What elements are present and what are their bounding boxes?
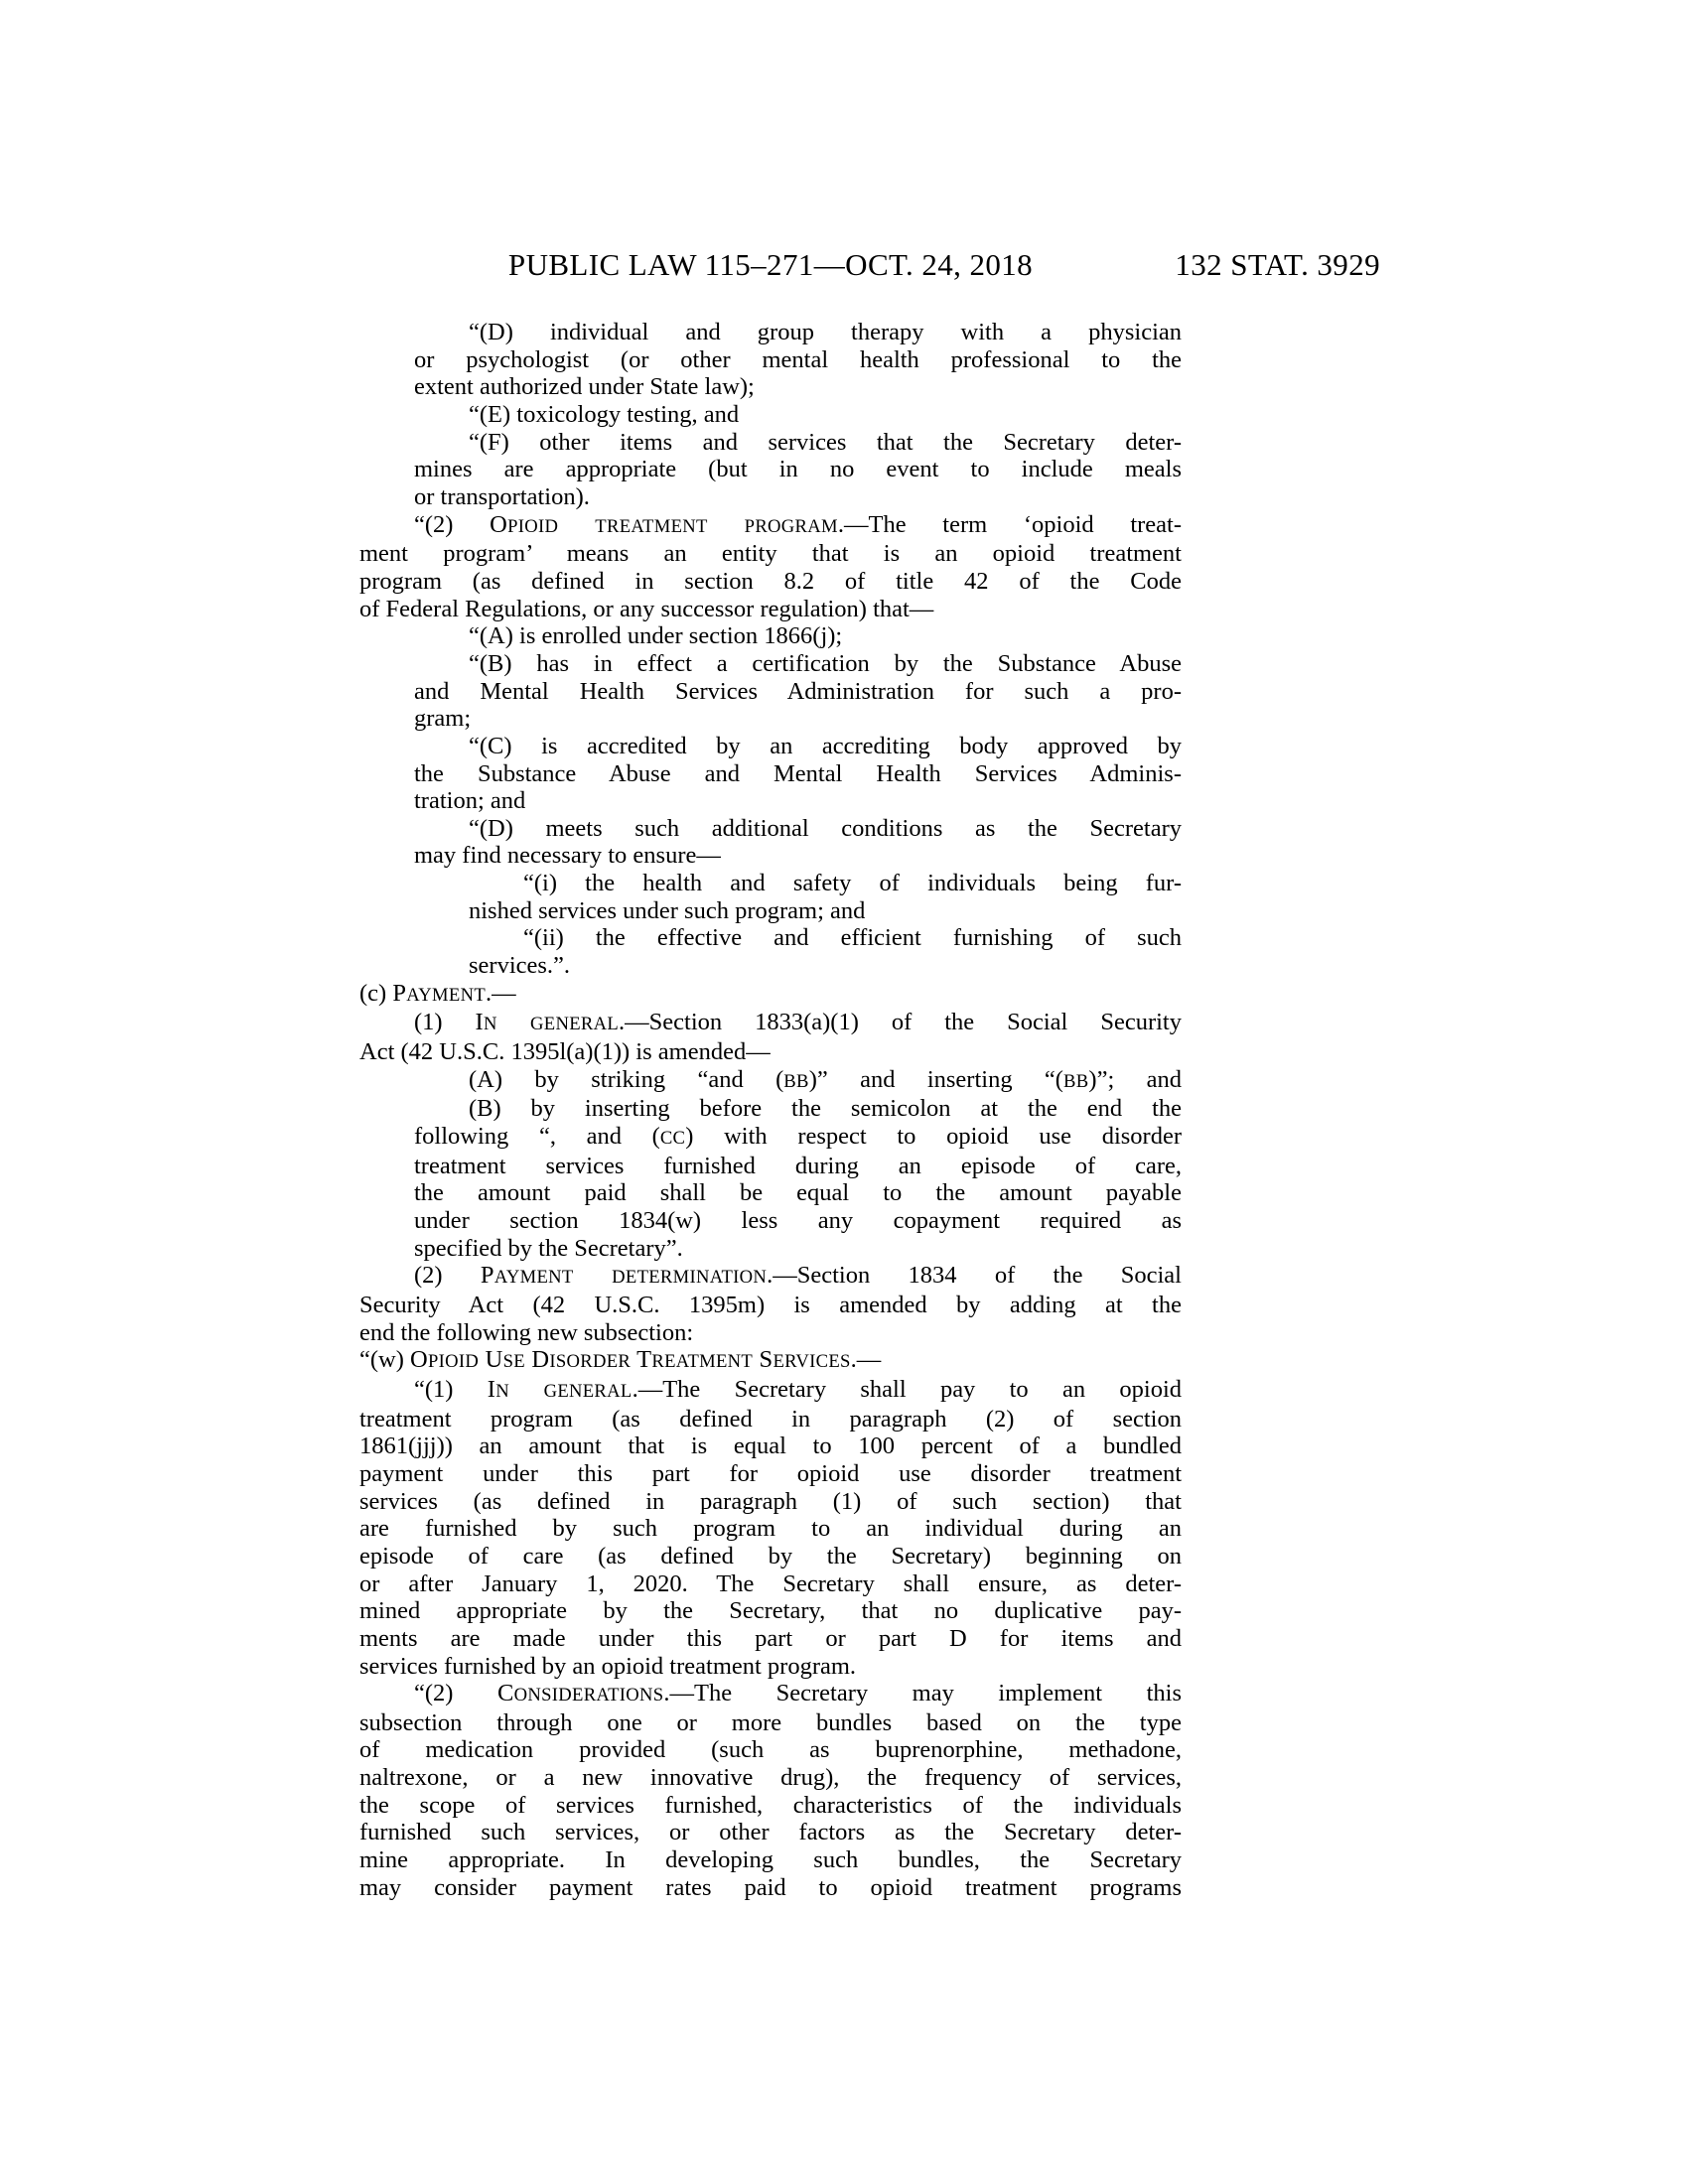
body-line: (A) by striking “and (BB)” and inserting “(BB)”; and (469, 1065, 1182, 1093)
small-caps-text: OPIOID USE DISORDER TREATMENT SERVICES (410, 1346, 851, 1374)
small-caps-text: BB (1062, 1070, 1089, 1092)
body-line: services.”. (469, 952, 571, 980)
body-line: services furnished by an opioid treatment program. (359, 1652, 857, 1680)
small-caps-text: PAYMENT DETERMINATION (480, 1262, 768, 1290)
body-line: “(F) other items and services that the Secretary deter- (469, 428, 1182, 456)
body-line: payment under this part for opioid use disorder treatment (359, 1459, 1182, 1487)
page-header (359, 247, 1380, 285)
body-line: episode of care (as defined by the Secretary) beginning on (359, 1542, 1182, 1570)
body-line: the Substance Abuse and Mental Health Services Adminis- (414, 759, 1182, 787)
small-caps-text: PAYMENT (392, 979, 486, 1007)
body-line: mines are appropriate (but in no event to include meals (414, 456, 1182, 483)
body-line: mine appropriate. In developing such bundles, the Secretary (359, 1846, 1182, 1874)
body-line: “(E) toxicology testing, and (469, 400, 740, 428)
small-caps-text: IN GENERAL (475, 1009, 620, 1036)
body-line: “(2) CONSIDERATIONS.—The Secretary may implement this (414, 1680, 1182, 1707)
body-line: 1861(jjj)) an amount that is equal to 100 percent of a bundled (359, 1433, 1182, 1460)
body-line: or after January 1, 2020. The Secretary shall ensure, as deter- (359, 1570, 1182, 1597)
body-line: (B) by inserting before the semicolon at the end the (469, 1095, 1182, 1123)
body-line: the amount paid shall be equal to the amount payable (414, 1179, 1182, 1207)
body-line: under section 1834(w) less any copayment required as (414, 1207, 1182, 1234)
body-line: (2) PAYMENT DETERMINATION.—Section 1834 of the Social (414, 1262, 1182, 1290)
small-caps-text: CONSIDERATIONS (496, 1680, 664, 1707)
body-line: specified by the Secretary”. (414, 1234, 683, 1262)
body-line: “(C) is accredited by an accrediting body approved by (469, 732, 1182, 759)
body-line: treatment services furnished during an episode of care, (414, 1152, 1182, 1179)
body-line: and Mental Health Services Administration for such a pro- (414, 677, 1182, 705)
body-line: “(w) OPIOID USE DISORDER TREATMENT SERVICES.— (359, 1346, 882, 1374)
body-line: gram; (414, 705, 472, 733)
body-line: Security Act (42 U.S.C. 1395m) is amended by adding at the (359, 1291, 1182, 1318)
body-line: or transportation). (414, 482, 590, 510)
body-line: “(D) individual and group therapy with a physician (469, 319, 1182, 345)
body-line: program (as defined in section 8.2 of title 42 of the Code (359, 567, 1182, 595)
small-caps-text: CC (659, 1128, 686, 1150)
body-line: of Federal Regulations, or any successor regulation) that— (359, 595, 934, 622)
body-line: “(i) the health and safety of individuals being fur- (523, 870, 1182, 897)
body-line: (c) PAYMENT.— (359, 979, 516, 1007)
body-line: services (as defined in paragraph (1) of such section) that (359, 1487, 1182, 1515)
body-line: treatment program (as defined in paragraph (2) of section (359, 1405, 1182, 1433)
law-title: PUBLIC LAW 115–271—OCT. 24, 2018 (507, 247, 1034, 282)
body-line: “(2) OPIOID TREATMENT PROGRAM.—The term ‘opioid treat- (414, 510, 1182, 538)
body-line: Act (42 U.S.C. 1395l(a)(1)) is amended— (359, 1038, 771, 1066)
body-line: “(ii) the effective and efficient furnishing of such (523, 924, 1182, 952)
body-line: subsection through one or more bundles based on the type (359, 1708, 1182, 1736)
body-line: “(A) is enrolled under section 1866(j); (469, 622, 843, 650)
body-line: naltrexone, or a new innovative drug), the frequency of services, (359, 1764, 1182, 1792)
body-line: ment program’ means an entity that is an opioid treatment (359, 540, 1182, 568)
body-line: end the following new subsection: (359, 1318, 694, 1346)
body-line: may find necessary to ensure— (414, 842, 721, 870)
body-line: are furnished by such program to an individual during an (359, 1515, 1182, 1543)
body-line: nished services under such program; and (469, 896, 866, 924)
body-line: ments are made under this part or part D for items and (359, 1624, 1182, 1652)
stat-page-number: 132 STAT. 3929 (1175, 247, 1380, 282)
document-text (359, 319, 1182, 1901)
body-line: of medication provided (such as buprenorphine, methadone, (359, 1736, 1182, 1764)
small-caps-text: IN GENERAL (487, 1375, 633, 1403)
small-caps-text: BB (783, 1070, 809, 1092)
body-line: “(1) IN GENERAL.—The Secretary shall pay to an opioid (414, 1375, 1182, 1403)
body-line: “(D) meets such additional conditions as the Secretary (469, 814, 1182, 842)
body-line: (1) IN GENERAL.—Section 1833(a)(1) of the Social Security (414, 1009, 1182, 1036)
body-line: following “, and (CC) with respect to opioid use disorder (414, 1123, 1182, 1151)
body-line: tration; and (414, 787, 526, 815)
body-line: the scope of services furnished, characteristics of the individuals (359, 1791, 1182, 1819)
body-line: or psychologist (or other mental health professional to the (414, 345, 1182, 373)
body-line: “(B) has in effect a certification by the Substance Abuse (469, 649, 1182, 677)
body-line: furnished such services, or other factors as the Secretary deter- (359, 1819, 1182, 1846)
body-line: mined appropriate by the Secretary, that no duplicative pay- (359, 1597, 1182, 1625)
small-caps-text: OPIOID TREATMENT PROGRAM (490, 510, 838, 538)
body-line: extent authorized under State law); (414, 373, 755, 401)
body-line: may consider payment rates paid to opioid treatment programs (359, 1873, 1182, 1901)
